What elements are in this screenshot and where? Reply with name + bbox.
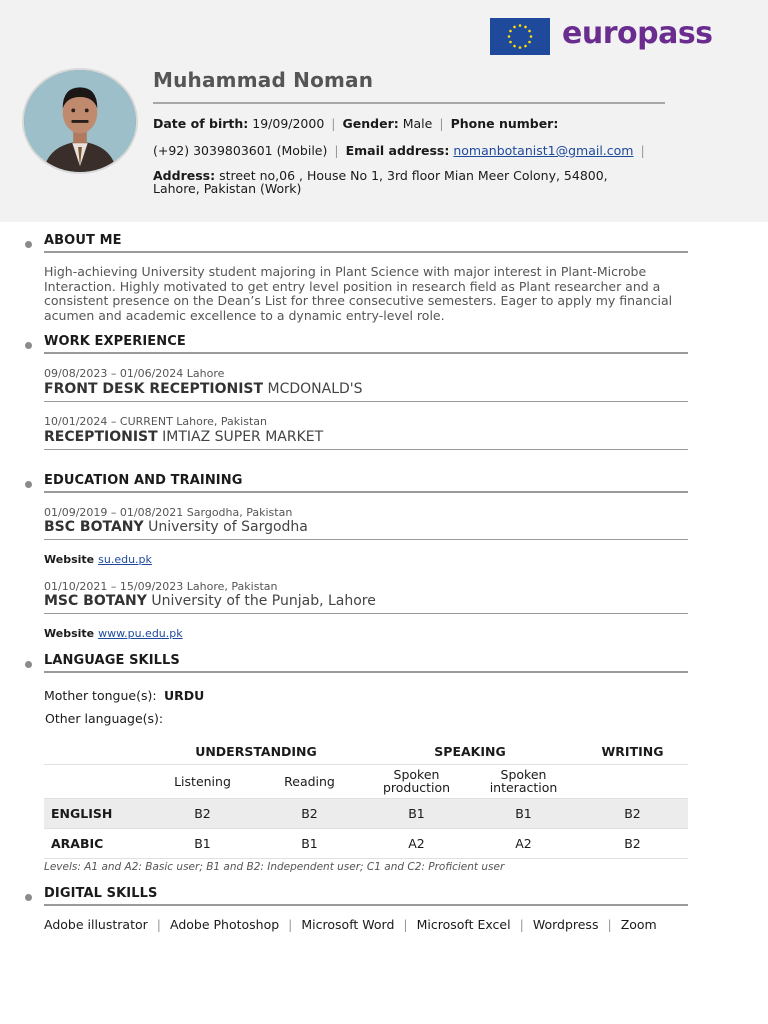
eu-star <box>524 26 527 29</box>
eu-star <box>524 45 527 48</box>
personal-info-line-1 <box>153 116 558 131</box>
eu-star <box>528 30 531 33</box>
education-org: University of Sargodha <box>148 519 308 535</box>
interaction-level: B1 <box>515 805 532 821</box>
separator: | <box>439 116 444 131</box>
sub-spoken-production: Spoken production <box>382 767 451 795</box>
address-value: street no,06 , House No 1, 3rd floor Mian Meer Colony, 54800, Lahore, Pakistan (Work) <box>153 168 608 196</box>
item-divider <box>44 613 688 614</box>
section-title-work: WORK EXPERIENCE <box>44 334 186 349</box>
other-languages-label: Other language(s): <box>45 711 164 726</box>
table-row <box>44 798 688 828</box>
skill-item: Microsoft Word <box>301 917 395 932</box>
separator: | <box>331 116 336 131</box>
group-writing: WRITING <box>601 744 664 760</box>
sub-spoken-interaction: Spoken interaction <box>489 767 558 795</box>
reading-level: B2 <box>301 805 318 821</box>
eu-star <box>509 30 512 33</box>
bullet-icon <box>25 342 32 349</box>
item-divider <box>44 539 688 540</box>
eu-flag-icon <box>490 18 550 55</box>
work-item-meta: 09/08/2023 – 01/06/2024 Lahore <box>44 367 225 380</box>
group-understanding: UNDERSTANDING <box>195 744 317 760</box>
skill-item: Microsoft Excel <box>416 917 511 932</box>
production-level: A2 <box>408 835 425 851</box>
website-link[interactable]: www.pu.edu.pk <box>98 627 183 640</box>
writing-level: B2 <box>624 805 641 821</box>
eu-star <box>508 35 511 38</box>
eu-star <box>509 41 512 44</box>
education-item-meta: 01/09/2019 – 01/08/2021 Sargodha, Pakistan <box>44 506 293 519</box>
work-org: MCDONALD'S <box>267 381 363 397</box>
person-name: Muhammad Noman <box>153 68 374 92</box>
dob-value: 19/09/2000 <box>252 116 325 131</box>
section-title-about: ABOUT ME <box>44 233 122 248</box>
name-divider <box>153 102 665 104</box>
about-text: High-achieving University student majoring in Plant Science with major interest in Plant-Microbe Interaction. Highly motivated to get entry level position in research field as Plant researcher and a consistent presence on the Dean’s List for three consecutive semesters. Eager to apply my financial acumen and academic excellence to a dynamic entry-level role. <box>44 264 673 323</box>
production-level: B1 <box>408 805 425 821</box>
address-label: Address: <box>153 168 216 183</box>
work-item-title <box>44 381 363 397</box>
website-label: Website <box>44 553 95 566</box>
table-row <box>44 828 688 858</box>
item-divider <box>44 401 688 402</box>
bullet-icon <box>25 894 32 901</box>
work-org: IMTIAZ SUPER MARKET <box>162 429 324 445</box>
skill-item: Adobe illustrator <box>44 917 148 932</box>
levels-note: Levels: A1 and A2: Basic user; B1 and B2: Independent user; C1 and C2: Proficient user <box>44 861 505 873</box>
eu-star <box>519 46 522 49</box>
work-item-title <box>44 429 323 445</box>
website-label: Website <box>44 627 95 640</box>
reading-level: B1 <box>301 835 318 851</box>
phone-value: (+92) 3039803601 (Mobile) <box>153 143 328 158</box>
work-role: FRONT DESK RECEPTIONIST <box>44 381 264 397</box>
bullet-icon <box>25 481 32 488</box>
mother-tongue-label: Mother tongue(s): <box>44 688 157 703</box>
skill-item: Wordpress <box>532 917 599 932</box>
separator: | <box>334 143 339 158</box>
europass-logo: europass <box>562 16 713 51</box>
section-divider <box>44 251 688 253</box>
listening-level: B2 <box>194 805 211 821</box>
gender-label: Gender: <box>342 116 399 131</box>
separator: | <box>607 917 612 932</box>
personal-info-line-2 <box>153 143 652 158</box>
section-title-education: EDUCATION AND TRAINING <box>44 473 243 488</box>
group-speaking: SPEAKING <box>434 744 506 760</box>
address <box>153 169 613 195</box>
eu-star <box>528 41 531 44</box>
section-divider <box>44 671 688 673</box>
language-table-sub-header <box>44 764 688 798</box>
item-divider <box>44 449 688 450</box>
section-divider <box>44 352 688 354</box>
eu-star <box>513 45 516 48</box>
education-item-title <box>44 519 308 535</box>
section-title-digital: DIGITAL SKILLS <box>44 886 158 901</box>
education-item-meta: 01/10/2021 – 15/09/2023 Lahore, Pakistan <box>44 580 278 593</box>
email-link[interactable]: nomanbotanist1@gmail.com <box>453 143 634 158</box>
separator: | <box>156 917 161 932</box>
education-item-title <box>44 593 376 609</box>
work-item-meta: 10/01/2024 – CURRENT Lahore, Pakistan <box>44 415 267 428</box>
education-website <box>44 553 152 566</box>
language-table <box>44 740 688 859</box>
email-label: Email address: <box>345 143 450 158</box>
writing-level: B2 <box>624 835 641 851</box>
eu-star <box>530 35 533 38</box>
education-website <box>44 627 183 640</box>
education-degree: MSC BOTANY <box>44 593 147 609</box>
dob-label: Date of birth: <box>153 116 249 131</box>
language-table-group-header <box>44 740 688 764</box>
sub-reading: Reading <box>284 773 335 789</box>
separator: | <box>403 917 408 932</box>
skill-item: Adobe Photoshop <box>169 917 280 932</box>
language-name: ENGLISH <box>51 805 113 821</box>
mother-tongue-value: URDU <box>164 688 205 703</box>
phone-label: Phone number: <box>450 116 559 131</box>
work-role: RECEPTIONIST <box>44 429 158 445</box>
separator: | <box>288 917 293 932</box>
sub-listening: Listening <box>174 773 231 789</box>
interaction-level: A2 <box>515 835 532 851</box>
education-degree: BSC BOTANY <box>44 519 144 535</box>
skill-item: Zoom <box>620 917 657 932</box>
section-divider <box>44 491 688 493</box>
eu-star <box>513 26 516 29</box>
eu-star <box>519 24 522 27</box>
bullet-icon <box>25 241 32 248</box>
profile-photo <box>22 68 138 174</box>
bullet-icon <box>25 661 32 668</box>
listening-level: B1 <box>194 835 211 851</box>
education-org: University of the Punjab, Lahore <box>151 593 376 609</box>
website-link[interactable]: su.edu.pk <box>98 553 152 566</box>
section-divider <box>44 904 688 906</box>
section-title-languages: LANGUAGE SKILLS <box>44 653 180 668</box>
separator: | <box>519 917 524 932</box>
separator: | <box>640 143 645 158</box>
digital-skills-list <box>44 917 657 932</box>
language-name: ARABIC <box>51 835 104 851</box>
gender-value: Male <box>402 116 433 131</box>
